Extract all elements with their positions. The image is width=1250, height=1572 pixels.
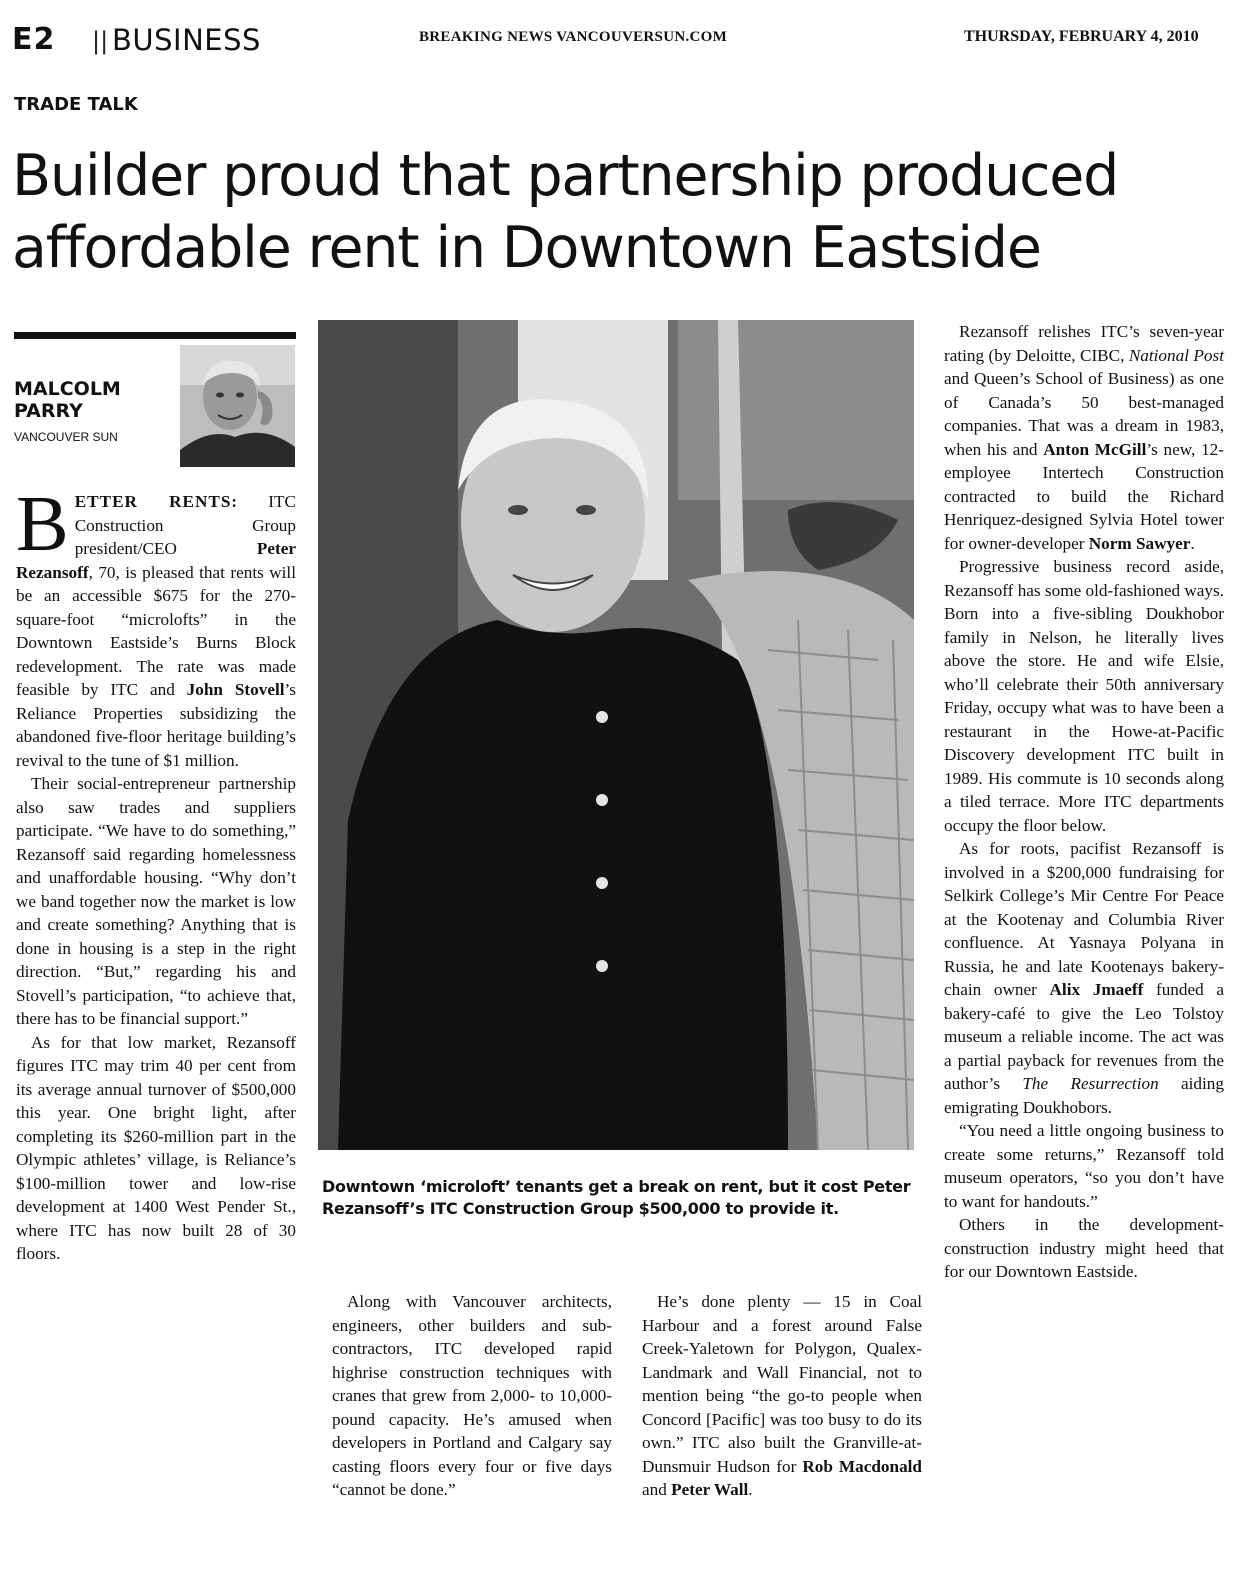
text-run: funded a bakery-café to give the Leo Tolstoy museum a reliable income. The act was a partial payback for revenues from the author’s bbox=[944, 980, 1224, 1093]
article-column-2 bbox=[332, 1290, 612, 1502]
person-name: John Stovell bbox=[186, 680, 285, 699]
article-paragraph: Progressive business record aside, Rezansoff has some old-fashioned ways. Born into a five-sibling Doukhobor family in Nelson, he literally lives above the store. He and wife Elsie, who’ll celebrate their 50th anniversary Friday, occupy what was to have been a restaurant in the Howe-at-Pacific Discovery development ITC built in 1989. His commute is 10 seconds along a tiled terrace. More ITC departments occupy the floor below. bbox=[944, 557, 1224, 835]
text-run: ’s Reliance Properties subsidizing the abandoned five-floor heritage building’s revival to the tune of $1 million. bbox=[16, 680, 296, 770]
byline-last-name: PARRY bbox=[14, 400, 83, 422]
article-column-4 bbox=[944, 320, 1224, 1284]
section-divider: || bbox=[92, 27, 109, 55]
text-run: ITC Construction Group president/CEO bbox=[74, 492, 296, 558]
article-paragraph bbox=[16, 481, 296, 772]
article-photo bbox=[318, 320, 914, 1150]
text-run: . bbox=[748, 1480, 753, 1499]
headline-line-1: Builder proud that partnership produced bbox=[12, 143, 1119, 209]
text-run: aiding emigrating Doukhobors. bbox=[944, 1074, 1224, 1117]
headline-line-2: affordable rent in Downtown Eastside bbox=[12, 215, 1041, 281]
text-run: and bbox=[642, 1480, 672, 1499]
article-paragraph bbox=[642, 1290, 922, 1502]
article-paragraph: “You need a little ongoing business to create some returns,” Rezansoff told museum operators, “so you don’t have to want for handouts.” bbox=[944, 1121, 1224, 1211]
byline-paper: VANCOUVER SUN bbox=[14, 430, 118, 444]
byline-rule bbox=[14, 332, 296, 339]
caption-line-2: Rezansoff’s ITC Construction Group $500,000 to provide it. bbox=[322, 1199, 839, 1218]
person-name: Rob Macdonald bbox=[802, 1456, 922, 1476]
headline bbox=[12, 140, 1242, 284]
text-run: As for roots, pacifist Rezansoff is involved in a $200,000 fundraising for Selkirk College’s Mir Centre For Peace at the Kootenay and Columbia River confluence. At Yasnaya Polyana in Russia, he and late Kootenays bakery-chain owner bbox=[944, 839, 1224, 999]
article-paragraph: Others in the development-construction industry might heed that for our Downtown Eastside. bbox=[944, 1215, 1224, 1281]
column-kicker: TRADE TALK bbox=[14, 94, 138, 115]
page-number: E2 bbox=[12, 22, 56, 57]
header-date: THURSDAY, FEBRUARY 4, 2010 bbox=[964, 28, 1199, 45]
text-run: . bbox=[1190, 533, 1195, 553]
article-paragraph: Their social-entrepreneur partnership also saw trades and suppliers participate. “We have to do something,” Rezansoff said regarding homelessness and unaffordable housing. “Why don’t we band together now the market is low and create something? Anything that is done in housing is a step in the right direction. “But,” regarding his and Stovell’s participation, “to achieve that, there has to be financial support.” bbox=[16, 774, 296, 1028]
article-paragraph: As for that low market, Rezansoff figures ITC may trim 40 per cent from its average annual turnover of $500,000 this year. One bright light, after completing its $260-million part in the Olympic athletes’ village, is Reliance’s $100-million tower and low-rise development at 1400 West Pender St., where ITC has now built 28 of 30 floors. bbox=[16, 1032, 296, 1263]
article-column-3 bbox=[642, 1290, 922, 1502]
drop-cap: B bbox=[16, 481, 69, 568]
person-name: Norm Sawyer bbox=[1088, 533, 1191, 553]
article-paragraph: Along with Vancouver architects, engineers, other builders and sub-contractors, ITC developed rapid highrise construction techniques with cranes that grew from 2,000- to 10,000-pound capacity. He’s amused when developers in Portland and Calgary say casting floors every four or five days “cannot be done.” bbox=[332, 1292, 612, 1499]
text-run: He’s done plenty — 15 in Coal Harbour and a forest around False Creek-Yaletown for Polygon, Qualex-Landmark and Wall Financial, not to mention being “the go-to people when Concord [Pacific] was too busy to do its own.” ITC also built the Granville-at-Dunsmuir Hudson for bbox=[642, 1292, 922, 1476]
columnist-headshot bbox=[180, 345, 295, 467]
article-column-1 bbox=[16, 481, 296, 1266]
text-run: , 70, is pleased that rents will be an accessible $675 for the 270-square-foot “microlofts” in the Downtown Eastside’s Burns Block redevelopment. The rate was made feasible by ITC and bbox=[16, 562, 296, 699]
photo-caption bbox=[322, 1176, 912, 1220]
text-run: ’s new, 12-employee Intertech Construction contracted to build the Richard Henriquez-designed Sylvia Hotel tower for owner-developer bbox=[944, 439, 1224, 553]
article-paragraph bbox=[944, 837, 1224, 1119]
caption-line-1: Downtown ‘microloft’ tenants get a break on rent, but it cost Peter bbox=[322, 1177, 911, 1196]
lead-in: ETTER RENTS: bbox=[74, 492, 239, 511]
text-run: and Queen’s School of Business) as one of Canada’s 50 best-managed companies. That was a dream in 1983, when his and bbox=[944, 369, 1224, 459]
article-paragraph bbox=[944, 320, 1224, 555]
text-run: Rezansoff relishes ITC’s seven-year rating (by Deloitte, CIBC, bbox=[944, 322, 1224, 365]
section-name: BUSINESS bbox=[112, 23, 261, 57]
person-name: Peter Wall bbox=[671, 1480, 749, 1499]
header-url: BREAKING NEWS VANCOUVERSUN.COM bbox=[419, 29, 728, 45]
publication-name: National Post bbox=[1128, 345, 1224, 365]
person-name: Alix Jmaeff bbox=[1049, 980, 1144, 999]
byline-name bbox=[14, 378, 174, 422]
book-title: The Resurrection bbox=[1022, 1074, 1159, 1093]
person-name: Anton McGill bbox=[1043, 439, 1147, 459]
person-name: Peter Rezansoff bbox=[16, 539, 296, 582]
byline-first-name: MALCOLM bbox=[14, 378, 121, 400]
